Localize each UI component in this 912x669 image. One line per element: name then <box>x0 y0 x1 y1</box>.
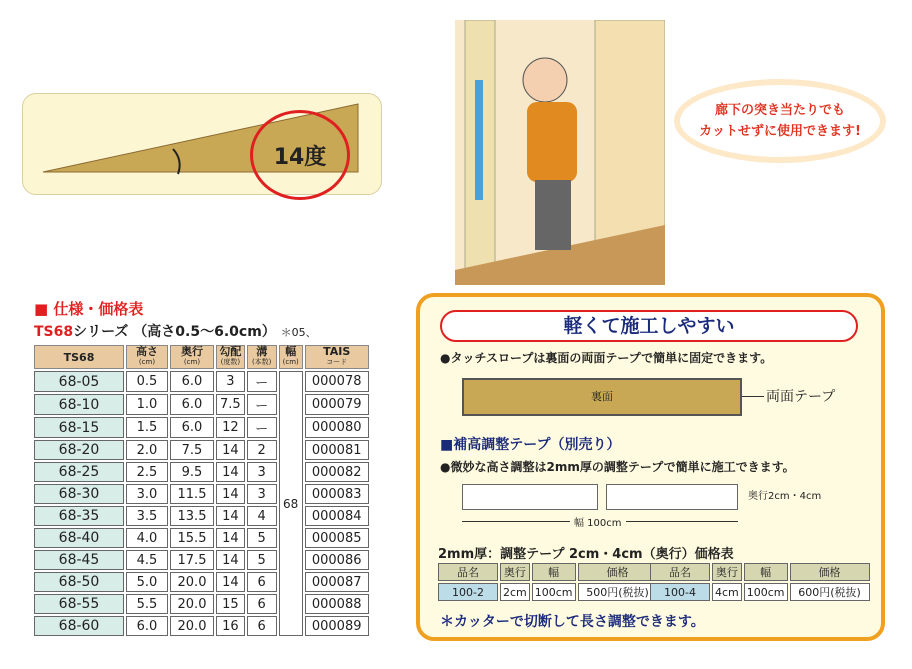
header-unit: (cm) <box>138 358 156 366</box>
header-label: 勾配 <box>219 345 242 358</box>
table-cell: 68-55 <box>34 594 124 614</box>
table-cell: ー <box>247 394 277 415</box>
table-cell: 000089 <box>305 616 369 636</box>
table-cell: 1.0 <box>126 394 168 415</box>
header-label: TAIS <box>323 345 351 358</box>
hdr: 価格 <box>790 563 870 581</box>
table-cell: ー <box>247 371 277 392</box>
table-cell: 7.5 <box>170 440 214 460</box>
table-cell: 000082 <box>305 462 369 482</box>
header-unit: (本数) <box>251 358 272 366</box>
bubble-line: カットせずに使用できます! <box>699 124 861 139</box>
hdr: 奥行 <box>500 563 530 581</box>
width-label: 幅 100cm <box>570 514 626 529</box>
table-row <box>34 594 369 614</box>
header-unit: (cm) <box>282 358 299 366</box>
table-cell: 2.5 <box>126 462 168 482</box>
table-cell: 6 <box>247 594 277 614</box>
series-suffix: シリーズ （高さ0.5〜6.0cm） <box>73 324 276 340</box>
cell: 100-2 <box>438 583 498 601</box>
panel-line2: ●微妙な高さ調整は2mm厚の調整テープで簡単に施工できます。 <box>440 460 795 474</box>
table-cell: 14 <box>216 528 245 548</box>
table-row <box>34 462 369 482</box>
table-cell: 4.5 <box>126 550 168 570</box>
table-cell: 68-35 <box>34 506 124 526</box>
spec-header <box>170 345 214 369</box>
table-cell: 68-60 <box>34 616 124 636</box>
table-cell: 5 <box>247 528 277 548</box>
hdr: 奥行 <box>712 563 742 581</box>
table-cell: 0.5 <box>126 371 168 392</box>
series-title <box>34 321 317 341</box>
spec-header <box>126 345 168 369</box>
table-cell: 3.0 <box>126 484 168 504</box>
table-cell: 2 <box>247 440 277 460</box>
table-cell: 3 <box>247 462 277 482</box>
table-row <box>34 417 369 438</box>
header-unit: (度数) <box>220 358 241 366</box>
table-row <box>34 528 369 548</box>
slope-back: 裏面 <box>462 378 742 416</box>
table-cell: 9.5 <box>170 462 214 482</box>
table-cell: 68-15 <box>34 417 124 438</box>
table-cell: 5.5 <box>126 594 168 614</box>
table-cell: 20.0 <box>170 572 214 592</box>
table-row <box>34 440 369 460</box>
series-name: TS68 <box>34 324 74 340</box>
table-cell: 20.0 <box>170 616 214 636</box>
table-cell: 000078 <box>305 371 369 392</box>
table-cell: 000079 <box>305 394 369 415</box>
table-row <box>34 371 369 392</box>
spec-header <box>279 345 303 369</box>
table-row <box>34 484 369 504</box>
table-cell: 6 <box>247 616 277 636</box>
table-cell: 000088 <box>305 594 369 614</box>
table-cell: 12 <box>216 417 245 438</box>
cell: 100cm <box>744 583 788 601</box>
table-cell: 000085 <box>305 528 369 548</box>
hdr: 幅 <box>532 563 576 581</box>
table-cell: 68-40 <box>34 528 124 548</box>
table-cell: 3 <box>247 484 277 504</box>
table-row <box>34 394 369 415</box>
header-label: 溝 <box>256 345 268 358</box>
table-cell: 68-45 <box>34 550 124 570</box>
price-table-1 <box>436 561 660 603</box>
table-cell: 68-20 <box>34 440 124 460</box>
panel-title: 軽くて施工しやすい <box>440 310 858 342</box>
table-cell: 000084 <box>305 506 369 526</box>
bubble-line: 廊下の突き当たりでも <box>714 103 845 118</box>
table-cell: 68-10 <box>34 394 124 415</box>
header-unit: (cm) <box>183 358 201 366</box>
table-cell: 11.5 <box>170 484 214 504</box>
sub-title: ■補高調整テープ（別売り） <box>440 437 621 453</box>
table-cell: 7.5 <box>216 394 245 415</box>
table-cell: 4.0 <box>126 528 168 548</box>
hdr: 品名 <box>438 563 498 581</box>
tape-strip-right <box>606 484 738 510</box>
table-cell: 6.0 <box>170 394 214 415</box>
tape-pointer <box>742 396 764 397</box>
table-cell: 14 <box>216 550 245 570</box>
header-label: 高さ <box>136 345 158 358</box>
header-label: TS68 <box>63 350 95 364</box>
table-cell: 4 <box>247 506 277 526</box>
cell: 4cm <box>712 583 742 601</box>
price-title: 2mm厚：調整テープ 2cm・4cm（奥行）価格表 <box>438 547 734 562</box>
table-cell: 5 <box>247 550 277 570</box>
table-cell: 5.0 <box>126 572 168 592</box>
table-cell: 2.0 <box>126 440 168 460</box>
price-table-2 <box>648 561 872 603</box>
table-cell: 17.5 <box>170 550 214 570</box>
table-cell: 6.0 <box>170 417 214 438</box>
table-cell: 000086 <box>305 550 369 570</box>
table-cell: 15 <box>216 594 245 614</box>
spec-header <box>247 345 277 369</box>
table-cell: 000081 <box>305 440 369 460</box>
table-cell: 14 <box>216 484 245 504</box>
hdr: 価格 <box>578 563 658 581</box>
table-cell: 15.5 <box>170 528 214 548</box>
header-unit: コード <box>326 358 348 366</box>
table-cell: 14 <box>216 462 245 482</box>
header-label: 幅 <box>285 345 297 358</box>
table-row <box>34 572 369 592</box>
table-cell: 1.5 <box>126 417 168 438</box>
spec-header <box>305 345 369 369</box>
spec-header <box>34 345 124 369</box>
hdr: 品名 <box>650 563 710 581</box>
table-cell: 6.0 <box>126 616 168 636</box>
elderly-person-illustration <box>455 20 665 285</box>
table-cell: 3.5 <box>126 506 168 526</box>
width-cell: 68 <box>279 371 303 636</box>
panel-line1: ●タッチスロープは裏面の両面テープで簡単に固定できます。 <box>440 351 773 365</box>
speech-bubble <box>680 85 880 157</box>
table-cell: 68-30 <box>34 484 124 504</box>
table-cell: 6 <box>247 572 277 592</box>
table-cell: 13.5 <box>170 506 214 526</box>
table-cell: 000083 <box>305 484 369 504</box>
table-row <box>34 506 369 526</box>
table-row <box>34 616 369 636</box>
cell: 2cm <box>500 583 530 601</box>
cell: 100-4 <box>650 583 710 601</box>
header-label: 奥行 <box>181 345 203 358</box>
tape-strip-left <box>462 484 598 510</box>
cell: 500円(税抜) <box>578 583 658 601</box>
table-cell: 16 <box>216 616 245 636</box>
table-cell: 68-50 <box>34 572 124 592</box>
angle-badge: 14度 <box>250 110 350 200</box>
cell: 100cm <box>532 583 576 601</box>
spec-header <box>216 345 245 369</box>
table-cell: ー <box>247 417 277 438</box>
table-cell: 14 <box>216 440 245 460</box>
tape-label: 両面テープ <box>766 389 836 405</box>
hdr: 幅 <box>744 563 788 581</box>
series-note: ＊05、 <box>280 326 317 339</box>
table-cell: 000080 <box>305 417 369 438</box>
spec-title: ■ 仕様・価格表 <box>34 300 144 318</box>
table-cell: 3 <box>216 371 245 392</box>
table-cell: 68-05 <box>34 371 124 392</box>
spec-table <box>32 343 371 638</box>
table-cell: 20.0 <box>170 594 214 614</box>
table-cell: 14 <box>216 572 245 592</box>
cell: 600円(税抜) <box>790 583 870 601</box>
depth-label: 奥行2cm・4cm <box>748 491 822 502</box>
cut-note: ＊カッターで切断して長さ調整できます。 <box>440 614 705 630</box>
table-cell: 000087 <box>305 572 369 592</box>
table-row <box>34 550 369 570</box>
table-cell: 68-25 <box>34 462 124 482</box>
table-cell: 14 <box>216 506 245 526</box>
table-cell: 6.0 <box>170 371 214 392</box>
